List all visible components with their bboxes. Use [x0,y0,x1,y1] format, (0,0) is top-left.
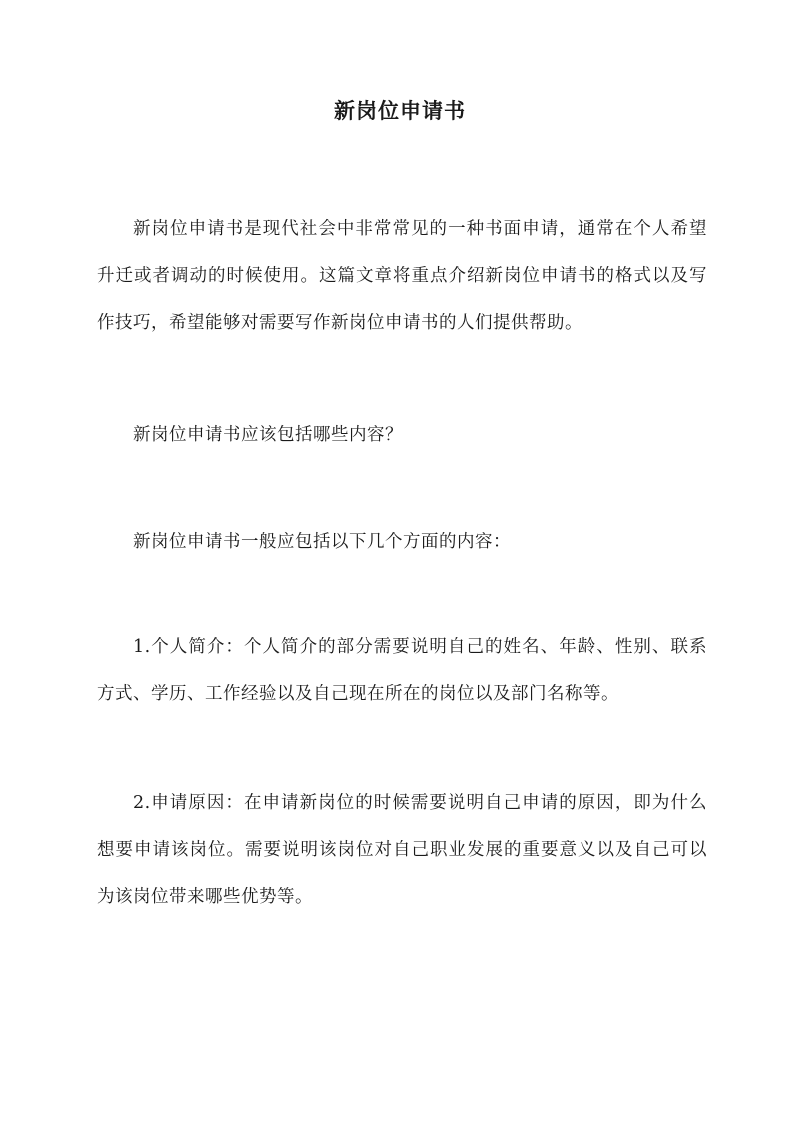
contents-intro-paragraph: 新岗位申请书一般应包括以下几个方面的内容： [133,532,511,552]
item-personal-intro-paragraph: 1.个人简介：个人简介的部分需要说明自己的姓名、年龄、性别、联系方式、学历、工作经验以及自己现在所在的岗位以及部门名称等。 [97,637,707,704]
intro-paragraph: 新岗位申请书是现代社会中非常常见的一种书面申请，通常在个人希望升迁或者调动的时候使用。这篇文章将重点介绍新岗位申请书的格式以及写作技巧，希望能够对需要写作新岗位申请书的人们提供帮助。 [97,219,707,333]
document-title: 新岗位申请书 [334,98,466,123]
question-paragraph: 新岗位申请书应该包括哪些内容？ [133,425,403,445]
item-reason-paragraph: 2.申请原因：在申请新岗位的时候需要说明自己申请的原因，即为什么想要申请该岗位。需要说明该岗位对自己职业发展的重要意义以及自己可以为该岗位带来哪些优势等。 [97,793,707,907]
